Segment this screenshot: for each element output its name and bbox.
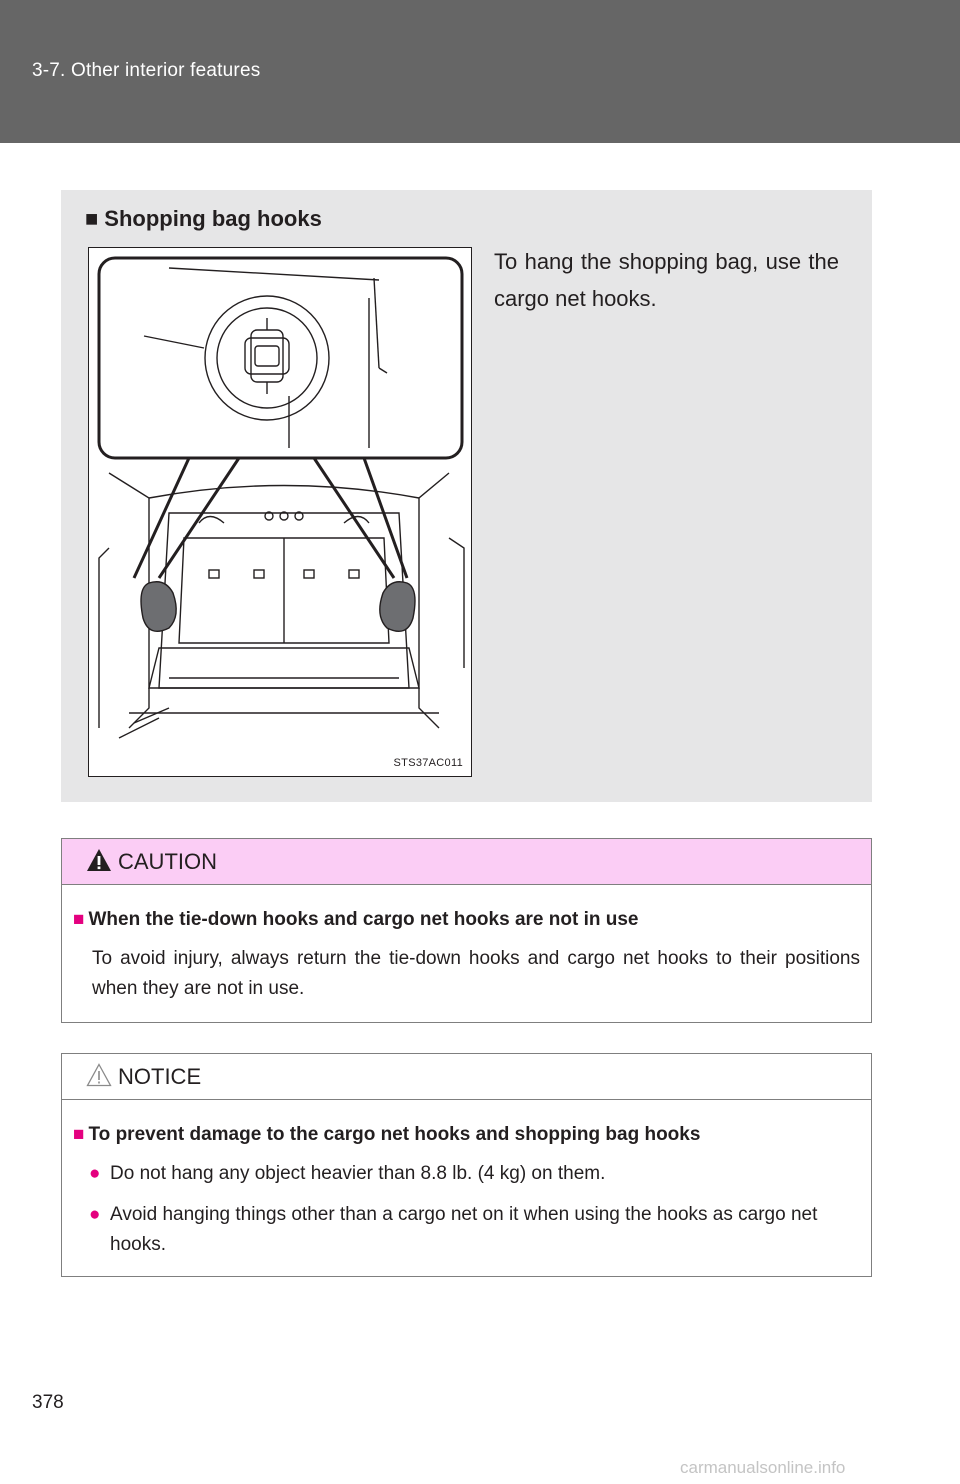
cargo-area-drawing <box>89 248 473 778</box>
notice-bullet <box>73 1159 860 1189</box>
caution-box <box>61 838 872 1023</box>
notice-bullet <box>73 1200 860 1260</box>
caution-subheading-text: When the tie-down hooks and cargo net hooks are not in use <box>88 909 639 930</box>
caution-text: To avoid injury, always return the tie-down hooks and cargo net hooks to their positions when they are not in use. <box>92 948 860 999</box>
notice-body <box>62 1100 871 1260</box>
page-number: 378 <box>32 1392 64 1413</box>
square-bullet-icon: ■ <box>73 1124 85 1145</box>
square-bullet-icon: ■ <box>73 909 85 930</box>
notice-header <box>62 1054 871 1100</box>
caution-header <box>62 839 871 885</box>
info-heading-text: Shopping bag hooks <box>104 206 322 231</box>
notice-bullet-text: Do not hang any object heavier than 8.8 lb. (4 kg) on them. <box>110 1163 606 1184</box>
notice-subheading-text: To prevent damage to the cargo net hooks and shopping bag hooks <box>88 1124 701 1145</box>
shopping-bag-hooks-illustration <box>88 247 472 777</box>
notice-box <box>61 1053 872 1277</box>
notice-subheading <box>73 1122 860 1148</box>
notice-bullet-text: Avoid hanging things other than a cargo net on it when using the hooks as cargo net hooks. <box>110 1204 818 1255</box>
caution-body <box>62 885 871 1004</box>
square-bullet-icon: ■ <box>85 206 99 231</box>
notice-title: NOTICE <box>118 1064 202 1089</box>
info-box <box>61 190 872 802</box>
page-header <box>0 0 960 143</box>
watermark: carmanualsonline.info <box>680 1458 846 1477</box>
notice-triangle-icon <box>86 1063 112 1087</box>
figure-code: STS37AC011 <box>393 757 463 769</box>
round-bullet-icon: ● <box>89 1204 101 1225</box>
warning-triangle-icon <box>86 848 112 872</box>
round-bullet-icon: ● <box>89 1163 101 1184</box>
caution-title: CAUTION <box>118 849 217 874</box>
info-text: To hang the shopping bag, use the cargo net hooks. <box>494 249 839 311</box>
section-title: 3-7. Other interior features <box>32 60 261 81</box>
info-heading <box>85 206 322 232</box>
caution-subheading <box>73 907 860 933</box>
